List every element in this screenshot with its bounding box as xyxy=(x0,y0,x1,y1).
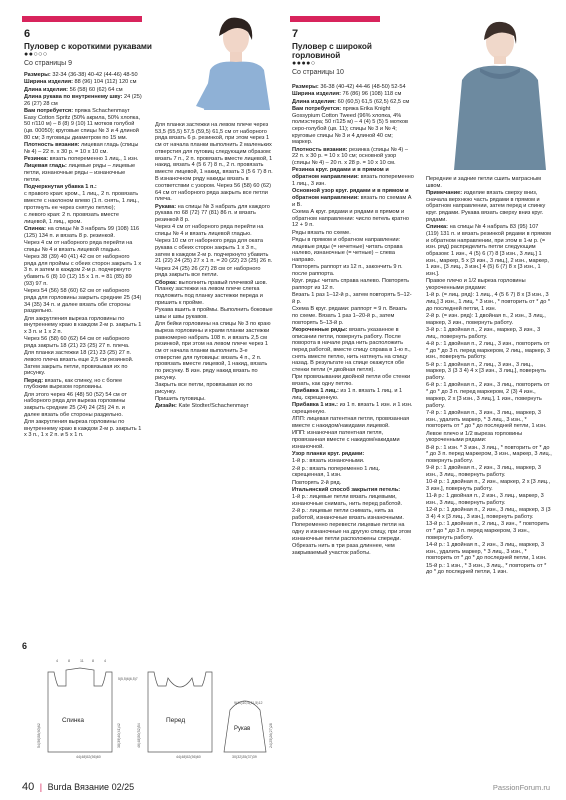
paragraph-text: 6-й р.: 1 двойная п., 2 изн., 3 лиц., повторить от * до * до 3 п. перед маркером, 2 (3) 4 изн., маркер, 2 x [3 изн., 3 лиц.], 1 изн., повернуть работу. xyxy=(426,382,550,409)
back-armhole: 38(39)40(41)42 xyxy=(117,723,121,748)
paragraph-text: пряжа Erika Knight Gossypium Cotton Tweed (96% хлопка, 4% полиэстера; 50 г/125 м) – 4 (4) 5 (5) 5 мотков серо-голубой (цв. 11); спицы № 3 и № 4; круговые спицы № 3 и 4 длиной 40 см; маркер. xyxy=(292,105,408,146)
paragraph xyxy=(426,521,552,541)
paragraph xyxy=(24,142,142,155)
paragraph-text: Рукава вшить в проймы. Выполнить боковые швы и швы рукавов. xyxy=(155,307,273,320)
paragraph xyxy=(292,416,414,429)
difficulty-dots: ●●○○○ xyxy=(24,51,48,58)
paragraph-text: вязать указанное в описании петли, повернуть работу. После поворота в начале ряда нить расположить перед работой, вместе спицу справа в 1-ю п., снять вместе петлю, нить натянуть на спицу назад. В результате на спице окажутся обе стенки петли (= двойная петля). xyxy=(292,326,411,374)
front-label: Перед xyxy=(166,717,186,724)
pattern-title: Пуловер с широкой горловиной xyxy=(292,42,372,60)
paragraph xyxy=(292,292,414,305)
pattern-number: 6 xyxy=(24,28,31,40)
paragraph-text: резинка (спицы № 4) – 22 п. х 30 р. = 10 х 10 см; основной узор (спицы № 4) – 20 п. х 28 р. = 10 х 10 см. xyxy=(292,146,408,167)
paragraph xyxy=(155,204,273,224)
paragraph xyxy=(292,278,414,291)
sleeve-label: Рукав xyxy=(234,726,251,732)
paragraph xyxy=(426,278,552,291)
paragraph-text: 14-й р.: 1 двойная п., 2 изн., 3 лиц., маркер, 3 изн., удалить маркер, * 3 лиц., 3 изн., * повторить от * до * до последней петли, 1 изн. xyxy=(426,541,547,562)
paragraph-text: 3-й р.: 1 двойная п., 2 изн., маркер, 3 изн., 3 лиц., повернуть работу. xyxy=(426,327,541,340)
paragraph xyxy=(24,336,142,349)
paragraph xyxy=(292,402,414,415)
paragraph-text: 12-й р.: 1 двойная п., 2 изн., 3 лиц., маркер, 3 (3 3 4) 4 x [3 лиц., 3 изн.], повернуть работу. xyxy=(426,507,551,520)
paragraph xyxy=(292,480,414,487)
paragraph-text: вязать попеременно 1 лиц., 1 изн. xyxy=(48,156,139,162)
paragraph-text: Схема А круг. рядами и рядами в прямом и обратном направлении: число петель кратно 12 + 9 п. xyxy=(292,208,409,229)
paragraph-heading: Лицевая гладь: xyxy=(24,163,67,170)
paragraph xyxy=(24,184,142,191)
paragraph-heading: Спинка: xyxy=(426,224,449,231)
paragraph-text: пряжа Schachenmayr Easy Cotton Spritz (50% акрила, 50% хлопка, 50 г/110 м) – 8 (8) 9 (10) 11 мотков голубой (цв. 00050); круговые спицы № 3 и 4 длиной 80 см; 3 пуговицы диаметром по 15 мм. xyxy=(24,107,141,141)
paragraph-text: 56 (58) 60 (62) 64 см xyxy=(68,86,123,93)
paragraph xyxy=(155,280,273,307)
paragraph xyxy=(24,288,142,315)
pattern-7-header xyxy=(292,28,442,77)
paragraph-text: 60 (60,5) 61,5 (62,5) 62,5 см xyxy=(336,98,410,105)
footer: 40 | Burda Вязание 02/25 xyxy=(22,781,135,794)
paragraph xyxy=(292,91,414,98)
paragraph-text: 10-й р.: 1 двойная п., 2 изн., маркер, 2 x [3 лиц., 3 изн.], повернуть работу. xyxy=(426,479,551,492)
paragraph xyxy=(24,419,142,439)
sleeve-top: 9(10)10,5(11,5)12 xyxy=(234,701,263,705)
paragraph-heading: Резинка круг. рядами и в прямом и обратном направлении: xyxy=(292,167,389,181)
paragraph-heading: Плотность вязания: xyxy=(24,142,80,148)
accent-bar xyxy=(22,16,142,22)
paragraph xyxy=(292,167,414,187)
paragraph xyxy=(155,321,273,381)
paragraph-text: на спицы № 4 набрать 83 (95) 107 (119) 131 п. и вязать резинкой рядами в прямом и обратном направлении, при этом в 1-м р. (= изн. ряд) распределить петли следующим образом: 1 изн., 4 (5) 6 (7) 8 [3 изн., 3 лиц.] 1 изн., маркер, 5 x [3 изн., 3 лиц.], 2 изн., маркер, 1 изн., [3 лиц., 3 изн.] 4 (5) 6 (7) 8 x [3 изн., 1 изн.]. xyxy=(426,224,552,278)
paragraph xyxy=(426,190,552,224)
paragraph-text: Для закругления выреза горловины по внутреннему краю в каждом 2-м р. закрыть 1 х 3 п. и 1 х 2 п. xyxy=(24,315,142,335)
paragraph xyxy=(24,72,142,79)
paragraph xyxy=(24,79,142,86)
paragraph xyxy=(292,430,414,450)
paragraph-text: 32-34 (36-38) 40-42 (44-46) 48-50 xyxy=(50,72,138,78)
paragraph-text: Повторять раппорт из 12 п., закончить 9 п. после раппорта. xyxy=(292,264,403,277)
paragraph-text: ИПП: изнаночная патентная петля, провязанная вместе с накидом/накидами изнаночной. xyxy=(292,430,400,450)
schematic-svg xyxy=(20,640,280,760)
paragraph-text: 2-й р. (= изн. ряд): 1 двойная п., 2 изн., 3 лиц., маркер, 3 изн., повернуть работу. xyxy=(426,313,546,326)
paragraph-heading: Вам потребуется: xyxy=(24,107,74,114)
paragraph-text: Для планки застежки на левом плече через 53,5 (55,5) 57,5 (59,5) 61,5 см от наборного ряда вязать 6 р. резинкой, при этом через 1 см от начала планки выполнить 2 маленьких отверстия для пуговиц следующим образом: вязать 7 п., 2 п. провязать вместе лицевой, 1 накид, вязать 4 (5 6 7) 8 п., 2 п. провязать вместе лицевой, 1 накид, вязать 3 (5 6 7) 8 п. xyxy=(155,122,273,175)
paragraph xyxy=(292,522,414,542)
paragraph-text: 11-й р.: 1 двойная п., 2 изн., 3 лиц., маркер, 3 изн., 3 лиц., повернуть работу. xyxy=(426,493,544,506)
paragraph-text: 2-й р.: лицевые петли снимать, нить за работой, изнаночные вязать изнаночными. xyxy=(292,508,404,522)
paragraph xyxy=(292,458,414,465)
paragraph xyxy=(24,254,142,288)
paragraph-text: изделие вязать сверху вниз, сначала верхнюю часть рядами в прямом и обратном направлении, затем перед и спинку круг. рядами. Рукава вязать сверху вниз круг. рядами. xyxy=(426,190,546,223)
paragraph xyxy=(24,212,142,225)
paragraph xyxy=(426,542,552,562)
paragraph xyxy=(24,240,142,253)
paragraph xyxy=(155,307,273,320)
pattern-6-text-col2 xyxy=(155,122,273,411)
paragraph xyxy=(155,176,273,203)
paragraph xyxy=(292,451,414,458)
paragraph-heading: Сборка: xyxy=(155,279,178,286)
paragraph xyxy=(426,479,552,492)
paragraph-text: Для планки застежки 18 (21) 23 (25) 27 п. левого плеча вязать еще 2,5 см резинкой. Затем закрыть петли, провязывая их по рисунку. xyxy=(24,350,134,377)
paragraph-heading: Перед: xyxy=(24,377,44,384)
paragraph-text: вязать по схемам А и В. xyxy=(292,194,412,208)
paragraph-text: с левого края: 2 п. провязать вместе лицевой, 1 лиц., кром. xyxy=(24,212,119,225)
paragraph-text: ЛПП: лицевая патентная петля, провязанная вместе с накидом/накидами лицевой. xyxy=(292,416,410,430)
paragraph-text: 5-й р.: 1 двойная п., 2 лиц., 3 изн., 3 лиц., маркер, 3 (3 3 4) 4 x [3 изн., 3 лиц.], повернуть работу. xyxy=(426,361,547,382)
paragraph-text: лицевые ряды – лицевые петли, изнаночные ряды – изнаночные петли. xyxy=(24,163,136,183)
paragraph-text: Обрезать нить в три раза длиннее, чем закрываемый участок работы. xyxy=(292,543,395,556)
paragraph xyxy=(292,237,414,264)
paragraph xyxy=(426,292,552,312)
paragraph xyxy=(292,106,414,146)
paragraph-heading: Длина рукава по внутреннему шву: xyxy=(24,93,123,100)
paragraph-text: Через 54 (56) 58 (60) 62 см от наборного ряда для горловины закрыть средние 25 (34) 34 (35) 34 п. и далее вязать обе стороны раздельно. xyxy=(24,288,142,315)
front-height: 46(48)50(52)54 xyxy=(137,723,141,748)
paragraph xyxy=(24,156,142,163)
paragraph-text: Для бейки горловины на спицы № 3 по краю выреза горловины и краям планки застежки равномерно набрать 108 п. и вязать 2,5 см резинкой, при этом на левом плече через 1 см от начала планки выполнить 3-е отверстие для пуговицы: вязать 4 п., 2 п. провязать вместе лицевой, 1 накид, вязать по рисунку. В изн. ряду накид вязать по рисунку. xyxy=(155,321,271,381)
paragraph-text: Схема В круг. рядами: раппорт = 9 п. Вязать по схеме. Вязать 1 раз 1–20-й р., затем повторять 5–13-й р. xyxy=(292,306,407,326)
paragraph-text: с правого края: кром., 1 лиц., 2 п. провязать вместе с наклоном влево (1 п. снять, 1 лиц., протянуть ее через снятую петлю); xyxy=(24,191,140,211)
paragraph-text: Вязать 1 раз 1–12-й р., затем повторять 5–12-й р. xyxy=(292,292,412,305)
paragraph-text: 15-й р.: 1 изн., * 3 изн., 3 лиц., * повторить от * до * до последней петли, 1 изн. xyxy=(426,562,547,576)
paragraph xyxy=(24,108,142,142)
paragraph-heading: Вам потребуется: xyxy=(292,105,342,112)
paragraph-text: на спицы № 3 набрать для каждого рукава по 68 (72) 77 (81) 86 п. и вязать резинкой 8 р. xyxy=(155,203,270,224)
paragraph xyxy=(292,487,414,494)
paragraph-heading: Прибавка 1 лиц.: xyxy=(292,388,339,395)
paragraph xyxy=(155,224,273,237)
magazine-brand: Burda Вязание xyxy=(47,782,110,793)
paragraph-heading: Размеры: xyxy=(292,84,319,90)
paragraph-text: Через 24 (25) 26 (27) 28 см от наборного ряда закрыть все петли. xyxy=(155,265,261,279)
back-label: Спинка xyxy=(62,717,85,724)
paragraph xyxy=(426,465,552,478)
paragraph-text: 1-й р. (= лиц. ряд): 1 лиц., 4 (5 6 7) 8 x [3 изн., 3 лиц.] 3 изн., 1 лиц. * 3 изн., * повторить от * до * до последней петли, 1 изн. xyxy=(426,292,551,312)
paragraph xyxy=(292,264,414,277)
paragraph-text: лицевая гладь (спицы № 4) – 22 п. х 30 р. = 10 х 10 см. xyxy=(24,142,139,155)
paragraph xyxy=(292,374,414,387)
paragraph-text: Закрыть все петли, провязывая их по рисунку. xyxy=(155,382,253,395)
back-side-dims: 5(5,5)6(6,5)7 xyxy=(118,677,138,681)
paragraph-heading: Ширина изделия: xyxy=(24,79,73,86)
paragraph-text: 9-й р.: 1 двойная п., 2 изн., 3 лиц., маркер, 3 изн., 3 лиц., повернуть работу. xyxy=(426,465,542,478)
magazine-issue: 02/25 xyxy=(111,782,135,793)
front-width: 44(48)52(56)60 xyxy=(176,755,201,759)
paragraph xyxy=(24,87,142,94)
paragraph-text: 1-й р.: вязать изнаночными. xyxy=(292,458,365,465)
difficulty-dots: ●●●●○ xyxy=(292,60,316,67)
paragraph-text: Попеременно перевести лицевые петли на одну и изнаночные на другую спицу, при этом изнаночные петли расположены спереди. xyxy=(292,522,411,542)
paragraph-text: В изнаночном ряду накиды вязать в соответствии с узором. Через 56 (58) 60 (62) 64 см от наборного ряда закрыть все петли плеча. xyxy=(155,176,271,203)
paragraph-text: из 1 п. вязать 1 изн. и 1 изн. скрещенную. xyxy=(292,402,413,416)
paragraph xyxy=(155,396,273,403)
paragraph-text: 7-й р.: 1 двойная п., 3 изн., 3 лиц., маркер, 3 изн., удалить маркер, * 3 лиц., 3 изн., * повторить от * до * до последней петли, 1 изн. xyxy=(426,409,547,430)
paragraph xyxy=(24,163,142,183)
paragraph-text: Kate Stodter/Schachenmayr xyxy=(176,403,249,410)
paragraph xyxy=(24,94,142,107)
paragraph-text: 24 (25) 26 (27) 28 см xyxy=(24,93,142,107)
paragraph xyxy=(292,306,414,326)
paragraph xyxy=(24,226,142,239)
paragraph xyxy=(426,410,552,430)
pattern-7-text-col2 xyxy=(426,176,552,577)
paragraph xyxy=(426,362,552,382)
watermark: PassionForum.ru xyxy=(492,783,550,793)
paragraph-heading: Основной узор круг. рядами и в прямом и обратном направлении: xyxy=(292,188,409,201)
paragraph-text: Пришить пуговицы. xyxy=(155,396,206,403)
paragraph xyxy=(292,508,414,521)
pattern-7-text-col1 xyxy=(292,84,414,557)
sleeve-height: 24(25)26(27)28 xyxy=(269,723,273,748)
paragraph-heading: Ширина изделия: xyxy=(292,91,341,98)
paragraph-text: Через 4 см от наборного ряда перейти на спицы № 4 и вязать лицевой гладью. xyxy=(24,240,133,253)
paragraph xyxy=(292,209,414,229)
paragraph-text: выполнить правый плечевой шов. Планку застежки на левом плече слегка подложить под планку застежки переда и пришить к проймe. xyxy=(155,279,268,306)
paragraph-heading: Длина изделия: xyxy=(24,86,69,93)
paragraph xyxy=(426,507,552,520)
paragraph-text: вязать попеременно 1 лиц., 3 изн. xyxy=(292,174,414,187)
paragraph-heading: Итальянский способ закрытия петель: xyxy=(292,487,401,494)
paragraph-heading: Узор планки круг. рядами: xyxy=(292,451,365,458)
pattern-title: Пуловер с короткими рукавами xyxy=(24,42,152,51)
back-top-dim-4: 8 xyxy=(92,659,94,663)
back-height: 54(56)58(60)62 xyxy=(37,723,41,748)
paragraph-heading: Рукава: xyxy=(155,203,177,210)
paragraph-text: Ряды вязать по схеме. xyxy=(292,229,351,236)
back-top-dim-3: 11 xyxy=(80,659,84,663)
paragraph-heading: Резинка: xyxy=(24,156,49,162)
paragraph-text: При провязывании двойной петли обе стенки вязать, как одну петлю. xyxy=(292,374,411,388)
paragraph xyxy=(155,238,273,265)
paragraph xyxy=(292,543,414,556)
page-number: 40 xyxy=(22,781,35,794)
paragraph-heading: Дизайн: xyxy=(155,403,177,410)
paragraph-text: Левое плечо и 1/2 выреза горловины укороченными рядами: xyxy=(426,430,523,444)
paragraph xyxy=(426,431,552,444)
paragraph-text: Через 56 (58) 60 (62) 64 см от наборного ряда закрыть 18 (21) 23 (25) 27 п. плеча. xyxy=(24,336,130,349)
paragraph-text: Круг. ряды: читать справа налево. Повторять раппорт из 12 п. xyxy=(292,278,410,291)
paragraph-text: Для закругления выреза горловины по внутреннему краю в каждом 2-м р. закрыть 1 х 3 п., 1 х 2 п. и 5 х 1 п. xyxy=(24,419,142,439)
paragraph xyxy=(426,327,552,340)
paragraph-text: Повторять 2-й ряд. xyxy=(292,479,342,486)
sleeve-width: 30(32)35(37)39 xyxy=(232,755,257,759)
paragraph-text: Правое плечо и 1/2 выреза горловины укороченными рядами: xyxy=(426,278,526,292)
paragraph-text: Ряды в прямом и обратном направлении: лицевые ряды (= нечетные) читать справа налево, изнаночные (= четные) – слева направо. xyxy=(292,236,403,263)
paragraph-text: 76 (86) 96 (108) 118 см xyxy=(340,91,402,98)
paragraph xyxy=(426,224,552,278)
paragraph-heading: Спинка: xyxy=(24,226,47,232)
paragraph-text: 88 (96) 104 (112) 120 см xyxy=(72,79,137,86)
paragraph-text: 8-й р.: 1 изн. * 3 изн., 3 лиц., * повторить от * до * до 3 п. перед маркером, 3 изн., маркер, 3 лиц., повернуть работу. xyxy=(426,444,552,464)
pattern-number: 7 xyxy=(292,28,299,40)
paragraph-text: вязать, как спинку, но с более глубоким вырезом горловины. xyxy=(24,377,123,391)
paragraph xyxy=(292,230,414,237)
paragraph-text: Передние и задние петли сшить матрасным швом. xyxy=(426,176,542,189)
paragraph-text: из 1 п. вязать 1 лиц. и 1 лиц. скрещенную. xyxy=(292,388,403,402)
paragraph xyxy=(24,378,142,391)
paragraph xyxy=(426,382,552,409)
paragraph-heading: Подчеркнутая убавка 1 п.: xyxy=(24,184,97,190)
paragraph-heading: Прибавка 1 изн.: xyxy=(292,402,339,409)
paragraph xyxy=(155,382,273,395)
paragraph xyxy=(155,266,273,279)
paragraph xyxy=(292,327,414,374)
paragraph-text: на спицы № 3 набрать 99 (108) 116 (125) 134 п. и вязать 8 р. резинкой. xyxy=(24,226,140,239)
paragraph-text: Через 4 см от наборного ряда перейти на спицы № 4 и вязать лицевой гладью. xyxy=(155,224,264,238)
paragraph xyxy=(426,176,552,189)
paragraph-text: 36-38 (40-42) 44-46 (48-50) 52-54 xyxy=(318,84,406,90)
paragraph xyxy=(426,341,552,361)
paragraph xyxy=(292,147,414,167)
back-top-dim-2: 8 xyxy=(68,659,70,663)
paragraph-text: 1-й р.: лицевые петли вязать лицевыми, изнаночные снимать, нить перед работой. xyxy=(292,494,403,508)
paragraph xyxy=(292,84,414,91)
paragraph xyxy=(24,191,142,211)
paragraph xyxy=(292,99,414,106)
pattern-6-text-col1 xyxy=(24,72,142,440)
paragraph xyxy=(426,313,552,326)
paragraph xyxy=(155,122,273,176)
model-photo-6 xyxy=(186,10,276,110)
paragraph xyxy=(292,188,414,208)
paragraph-text: Для этого через 46 (48) 50 (52) 54 см от наборного ряда для выреза горловины закрыть средние 25 (24) 24 (25) 24 п. и далее вязать обе стороны раздельно. xyxy=(24,391,127,418)
paragraph xyxy=(292,466,414,479)
paragraph-text: 13-й р.: 1 двойная п., 2 лиц., 3 изн., * повторить от * до * до 3 п. перед маркером, 3 изн., повернуть работу. xyxy=(426,521,550,541)
from-page: Со страницы 10 xyxy=(292,68,344,76)
back-width: 44(48)52(56)60 xyxy=(76,755,101,759)
model-photo-7 xyxy=(440,10,560,170)
from-page: Со страницы 9 xyxy=(24,59,73,67)
paragraph-heading: Плотность вязания: xyxy=(292,146,348,153)
paragraph xyxy=(426,563,552,576)
paragraph xyxy=(24,392,142,419)
paragraph-heading: Укороченные ряды: xyxy=(292,326,348,333)
back-top-dim-1: 4 xyxy=(56,659,58,663)
paragraph-heading: Примечание: xyxy=(426,190,463,196)
paragraph xyxy=(292,388,414,401)
accent-bar-right xyxy=(290,16,380,22)
schematics-6 xyxy=(20,640,280,760)
back-top-dim-5: 4 xyxy=(104,659,106,663)
paragraph xyxy=(24,316,142,336)
paragraph xyxy=(426,493,552,506)
paragraph-text: Через 38 (39) 40 (41) 42 см от наборного ряда для проймы с обеих сторон закрыть 1 х 3 п. и затем в каждом 2-м р. подчеркнуто убавить 6 (8) 10 (12) 15 х 1 п. = 81 (85) 89 (93) 97 п. xyxy=(24,254,142,287)
paragraph-text: 2-й р.: вязать попеременно 1 лиц. скрещенная, 1 изн. xyxy=(292,465,381,479)
paragraph-text: Через 10 см от наборного ряда для оката рукава с обеих сторон закрыть 1 х 3 п., затем в каждом 2-м р. подчеркнуто убавить 21 (22) 24 (25) 27 х 1 п. = 20 (22) 23 (25) 26 п. xyxy=(155,238,273,265)
diagram-number: 6 xyxy=(22,641,28,651)
paragraph-heading: Размеры: xyxy=(24,72,51,78)
paragraph xyxy=(292,494,414,507)
paragraph xyxy=(426,445,552,465)
paragraph xyxy=(155,403,273,410)
paragraph-text: 4-й р.: 1 двойная п., 2 лиц., 3 изн., повторить от * до * до 3 п. перед маркером, 2 лиц., маркер, 3 изн., повернуть работу. xyxy=(426,341,550,361)
paragraph-heading: Длина изделия: xyxy=(292,98,337,105)
paragraph xyxy=(24,350,142,377)
